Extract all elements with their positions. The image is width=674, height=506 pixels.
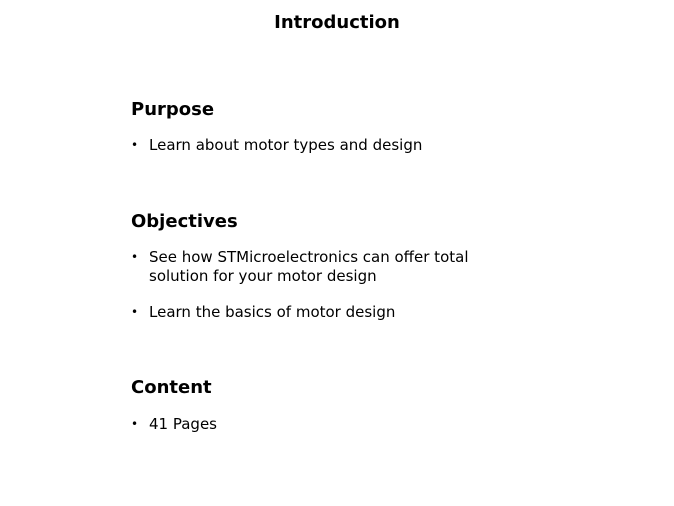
section-content — [131, 377, 531, 434]
bullet-text: Learn about motor types and design — [149, 136, 423, 154]
slide-title: Introduction — [274, 12, 400, 33]
bullet-item — [131, 303, 531, 322]
section-heading-content: Content — [131, 377, 212, 398]
section-heading-objectives: Objectives — [131, 211, 238, 232]
bullet-icon: • — [131, 138, 139, 152]
bullet-text: 41 Pages — [149, 415, 217, 433]
section-heading-purpose: Purpose — [131, 99, 215, 120]
bullet-item — [131, 136, 531, 155]
bullet-list — [131, 136, 531, 155]
bullet-list — [131, 415, 531, 434]
section-objectives — [131, 211, 531, 322]
bullet-list — [131, 248, 531, 322]
bullet-text: See how STMicroelectronics can offer total solution for your motor design — [149, 248, 469, 285]
bullet-icon: • — [131, 250, 139, 264]
bullet-item — [131, 248, 531, 286]
bullet-icon: • — [131, 417, 139, 431]
section-purpose — [131, 99, 531, 155]
bullet-icon: • — [131, 305, 139, 319]
bullet-item — [131, 415, 531, 434]
bullet-text: Learn the basics of motor design — [149, 303, 396, 321]
